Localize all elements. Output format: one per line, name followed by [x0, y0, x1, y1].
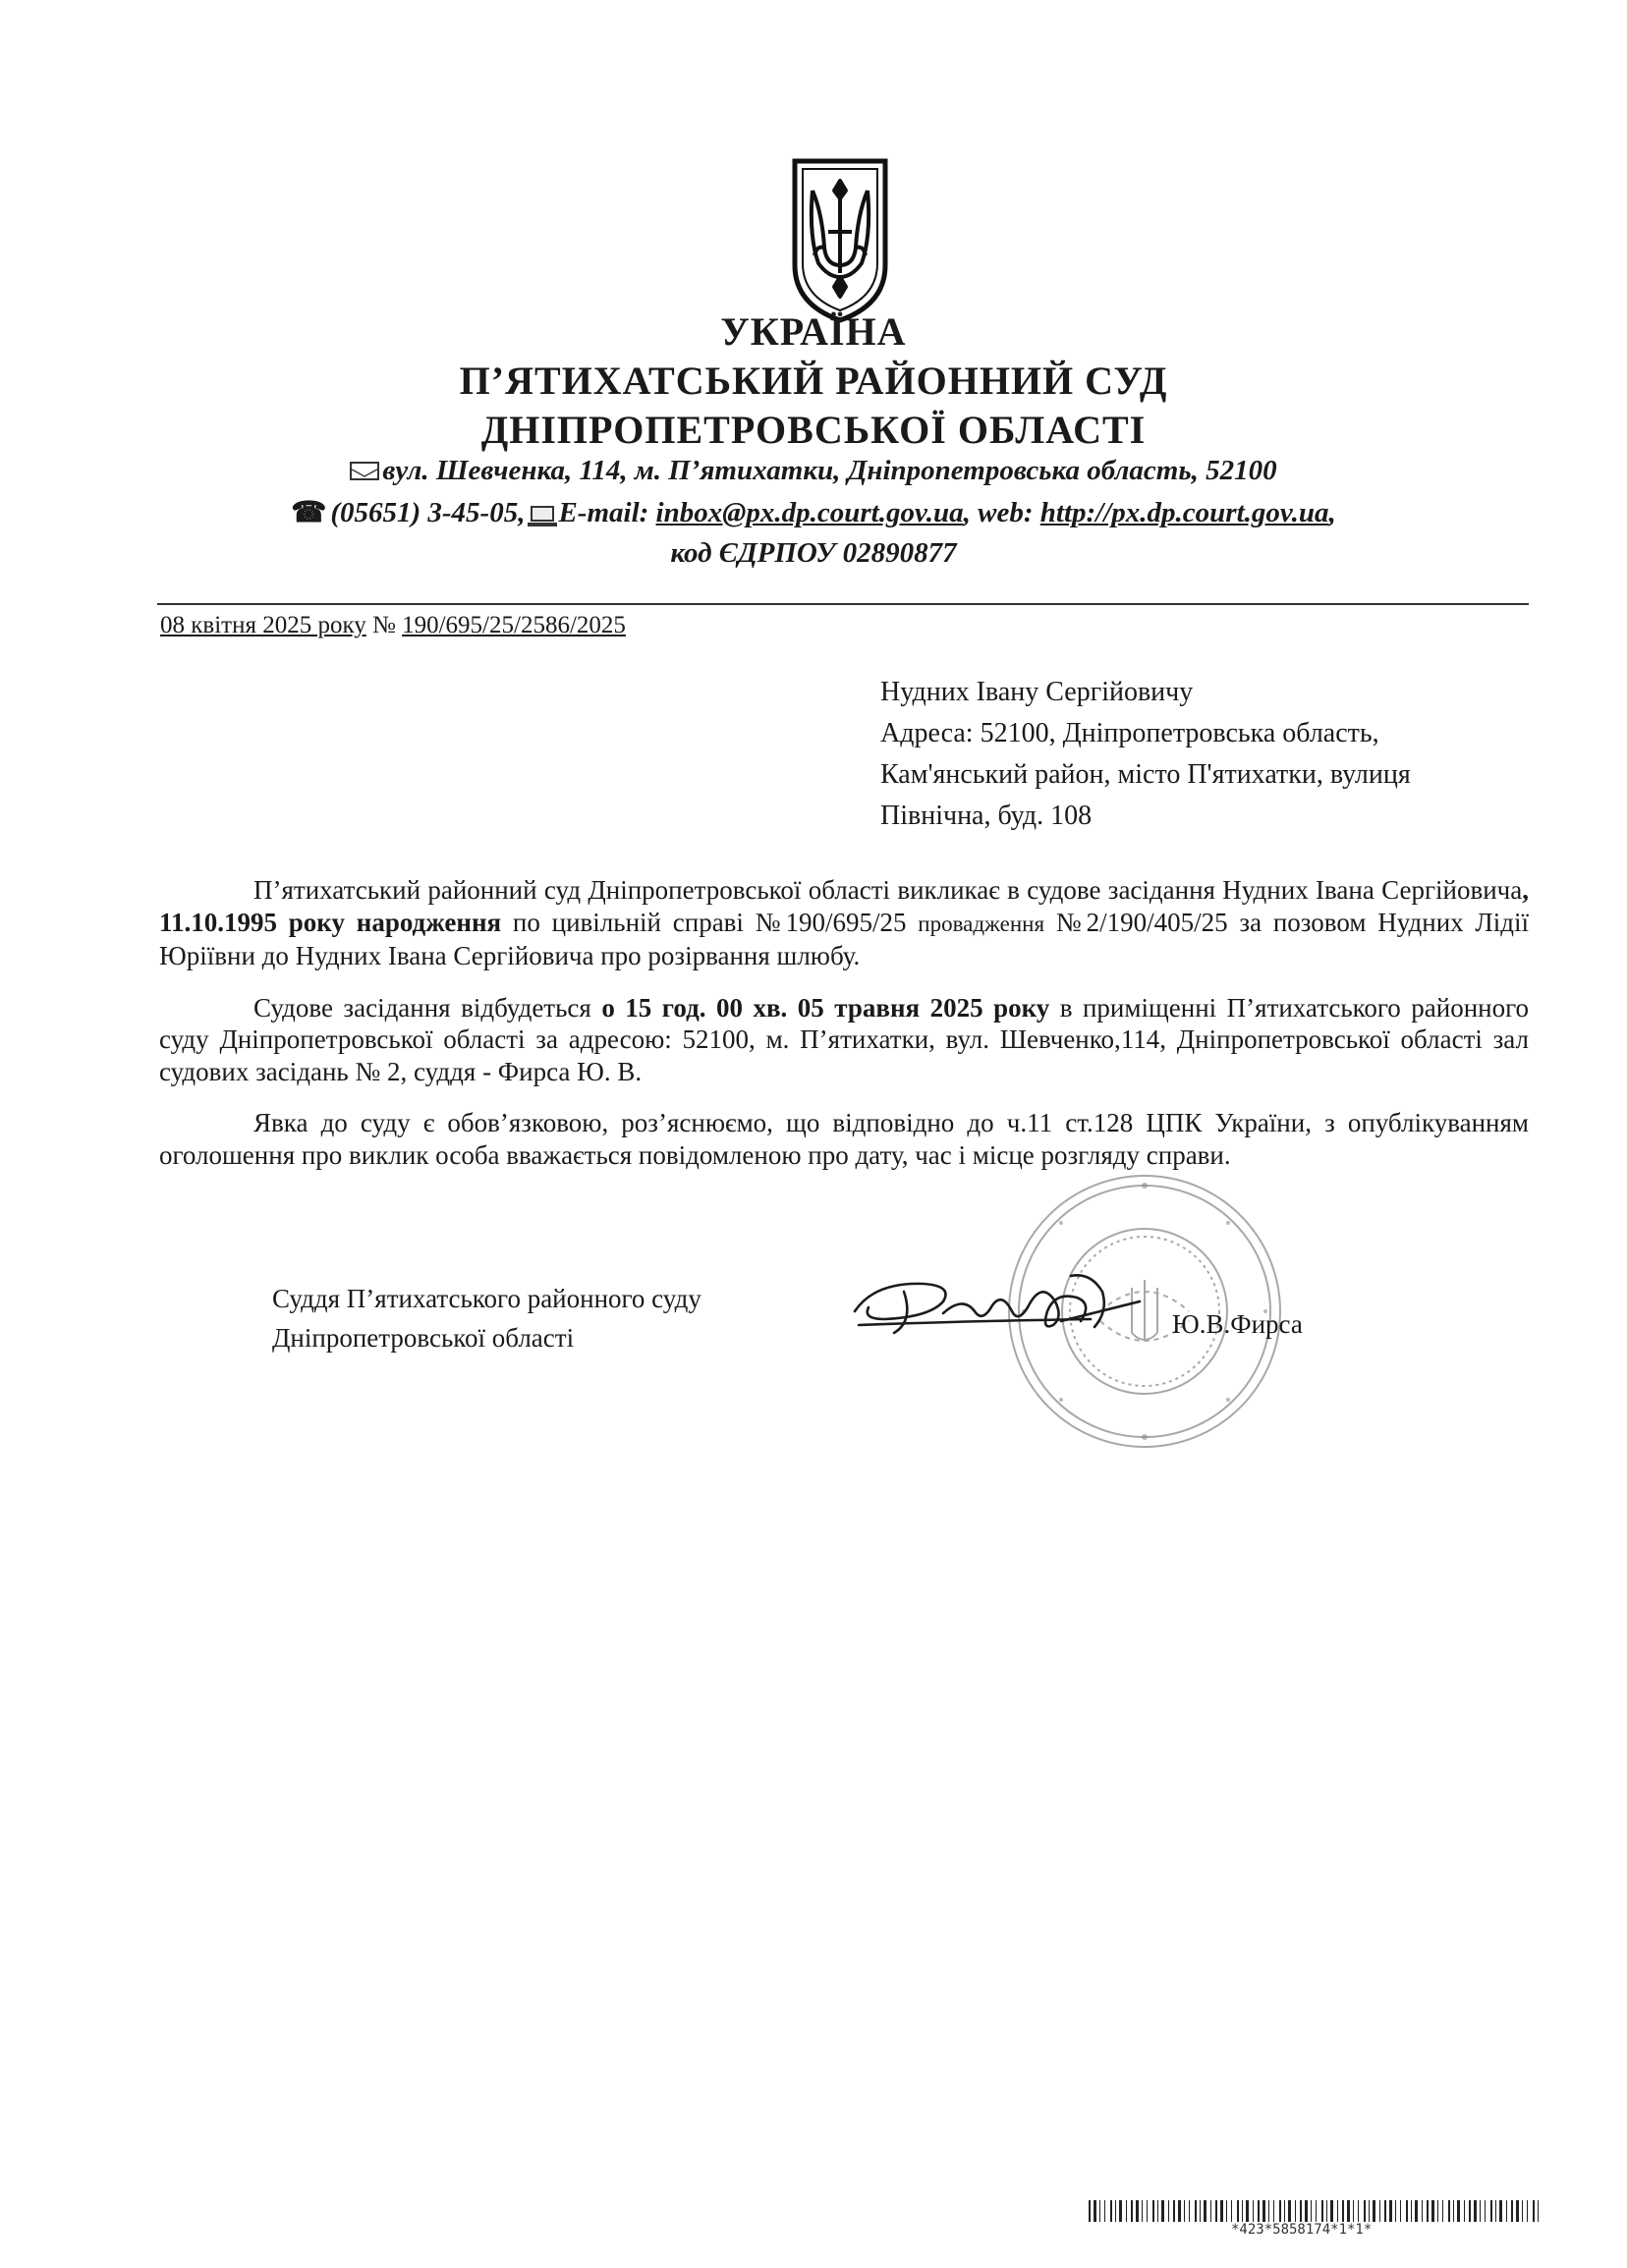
- court-phone: (05651) 3-45-05,: [330, 497, 526, 528]
- envelope-icon: [350, 462, 379, 480]
- coat-of-arms-emblem: [789, 157, 891, 324]
- birth-date-bold: , 11.10.1995 року народження: [159, 875, 1529, 937]
- email-label: E-mail:: [558, 497, 649, 528]
- court-web-link[interactable]: http://px.dp.court.gov.ua: [1039, 497, 1329, 528]
- region-title: ДНІПРОПЕТРОВСЬКОЇ ОБЛАСТІ: [480, 408, 1147, 452]
- addressee-address-line1: Адреса: 52100, Дніпропетровська область,: [880, 718, 1379, 748]
- addressee-address-line3: Північна, буд. 108: [880, 801, 1093, 831]
- addressee-block: [880, 672, 1509, 837]
- judge-position-line1: Суддя П’ятихатського районного суду: [272, 1284, 701, 1313]
- court-address: вул. Шевченка, 114, м. П’ятихатки, Дніпропетровська область, 52100: [382, 455, 1277, 486]
- computer-icon: [531, 506, 554, 522]
- addressee-name: Нудних Івану Сергійовичу: [880, 677, 1194, 707]
- court-contacts-line: ☎ (05651) 3-45-05, E-mail: inbox@px.dp.court.gov.ua, web: http://px.dp.court.gov.ua,: [291, 497, 1336, 528]
- document-number-label: №: [372, 612, 396, 638]
- court-edrpou: код ЄДРПОУ 02890877: [670, 537, 957, 569]
- summons-body: [159, 874, 1529, 1171]
- country-title: УКРАЇНА: [720, 309, 907, 354]
- phone-icon: ☎: [291, 497, 327, 528]
- document-number: 190/695/25/2586/2025: [402, 612, 626, 638]
- signature-block: [272, 1279, 701, 1357]
- document-date: 08 квітня 2025 року: [160, 612, 366, 638]
- p1-text-e: №2/190/405/25 за позовом Нудних Лідії Юріївни до Нудних Івана Сергійовича про розірвання шлюбу.: [159, 907, 1529, 970]
- judge-name: Ю.В.Фирса: [1172, 1309, 1303, 1339]
- p1-text-a: П’ятихатський районний суд Дніпропетровської області викликає в судове засідання Нудних Івана Сергійовича: [253, 875, 1523, 905]
- judge-position-line2: Дніпропетровської області: [272, 1323, 575, 1353]
- p2-text-a: Судове засідання відбудеться: [253, 992, 602, 1023]
- court-name-title: П’ЯТИХАТСЬКИЙ РАЙОННИЙ СУД: [459, 359, 1168, 403]
- court-address-line: [0, 457, 1627, 485]
- summons-paragraph-1: [159, 874, 1529, 972]
- court-email-link[interactable]: inbox@px.dp.court.gov.ua: [655, 497, 964, 528]
- summons-paragraph-3: Явка до суду є обов’язковою, роз’яснюємо, що відповідно до ч.11 ст.128 ЦПК України, з опублікуванням оголошення про виклик особа вважається повідомленою про дату, час і місце розгляду справи.: [159, 1108, 1529, 1170]
- web-suffix: ,: [1328, 497, 1336, 528]
- web-label: web:: [978, 497, 1034, 528]
- barcode-text: *423*5858174*1*1*: [1231, 2222, 1373, 2238]
- p1-text-d: провадження: [918, 911, 1045, 936]
- judge-signature: [845, 1262, 1169, 1351]
- summons-paragraph-2: [159, 992, 1529, 1088]
- header-divider: [157, 603, 1529, 605]
- p2-text-c: в приміщенні П’ятихатського районного суду Дніпропетровської області за адресою: 52100, м. П’ятихатки, вул. Шевченко,114, Дніпропетровської області зал судових засідань № 2, суддя - Фирса Ю. В.: [159, 992, 1529, 1086]
- document-barcode: [1089, 2200, 1541, 2222]
- document-reference: [160, 611, 626, 640]
- hearing-time-bold: о 15 год. 00 хв. 05 травня 2025 року: [601, 992, 1050, 1023]
- p1-text-c: по цивільній справі №190/695/25: [501, 907, 919, 937]
- addressee-address-line2: Кам'янський район, місто П'ятихатки, вулиця: [880, 759, 1411, 790]
